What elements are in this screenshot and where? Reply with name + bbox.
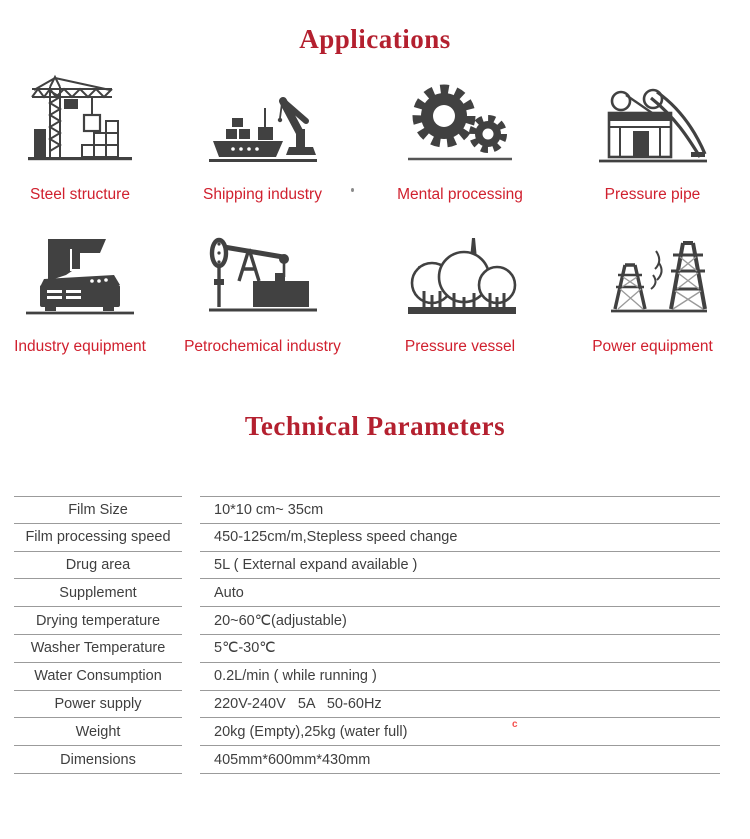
column-gap [182,663,200,691]
column-gap [182,552,200,580]
column-gap [182,607,200,635]
spherical-tanks-icon [392,223,528,323]
application-label: Shipping industry [203,186,322,203]
technical-parameters-title: Technical Parameters [244,411,506,441]
applications-title: Applications [299,24,451,54]
machine-tool-icon [12,223,148,323]
parameter-row [14,663,720,691]
parameter-value: 5L ( External expand available ) [200,552,720,580]
applications-grid [0,61,750,365]
application-item-pressure-pipe [555,61,750,213]
parameter-value: 405mm*600mm*430mm [200,746,720,774]
parameter-name: Water Consumption [14,663,182,691]
stray-dot [351,188,354,192]
parameter-name: Drug area [14,552,182,580]
column-gap [182,524,200,552]
application-item-pressure-vessel [365,213,555,365]
parameter-value: 20~60℃(adjustable) [200,607,720,635]
column-gap [182,718,200,746]
parameter-name: Film Size [14,496,182,524]
parameter-name: Film processing speed [14,524,182,552]
application-label: Steel structure [30,186,130,203]
parameter-name: Washer Temperature [14,635,182,663]
application-item-mental-processing [365,61,555,213]
parameter-value: Auto [200,579,720,607]
parameter-value: 450-125cm/m,Stepless speed change [200,524,720,552]
application-item-shipping-industry [160,61,365,213]
parameter-row [14,496,720,524]
parameter-row [14,746,720,774]
parameter-row [14,635,720,663]
parameters-table [14,496,720,774]
application-label: Power equipment [592,338,713,355]
parameter-row [14,524,720,552]
application-label: Mental processing [397,186,523,203]
column-gap [182,691,200,719]
column-gap [182,579,200,607]
column-gap [182,746,200,774]
application-item-power-equipment [555,213,750,365]
application-label: Petrochemical industry [184,338,341,355]
parameter-row [14,718,720,746]
stray-mark: c [512,719,518,730]
parameter-row [14,607,720,635]
parameter-row [14,691,720,719]
application-label: Industry equipment [14,338,146,355]
parameter-name: Power supply [14,691,182,719]
parameter-value: 220V-240V 5A 50-60Hz [200,691,720,719]
cargo-ship-crane-icon [195,71,331,171]
parameter-name: Drying temperature [14,607,182,635]
parameter-value: 0.2L/min ( while running ) [200,663,720,691]
application-item-industry-equipment [0,213,160,365]
tower-crane-icon [12,71,148,171]
application-item-petrochemical-industry [160,213,365,365]
parameter-name: Supplement [14,579,182,607]
parameter-value: 20kg (Empty),25kg (water full) [200,718,720,746]
parameter-row [14,552,720,580]
column-gap [182,635,200,663]
application-label: Pressure pipe [604,186,701,203]
parameter-name: Weight [14,718,182,746]
gears-icon [392,71,528,171]
transmission-towers-icon [585,223,721,323]
parameter-name: Dimensions [14,746,182,774]
oil-pump-icon [195,223,331,323]
column-gap [182,496,200,524]
parameter-value: 10*10 cm~ 35cm [200,496,720,524]
parameter-value: 5℃-30℃ [200,635,720,663]
application-label: Pressure vessel [404,338,516,355]
parameter-row [14,579,720,607]
application-item-steel-structure [0,61,160,213]
pipe-plant-icon [585,71,721,171]
